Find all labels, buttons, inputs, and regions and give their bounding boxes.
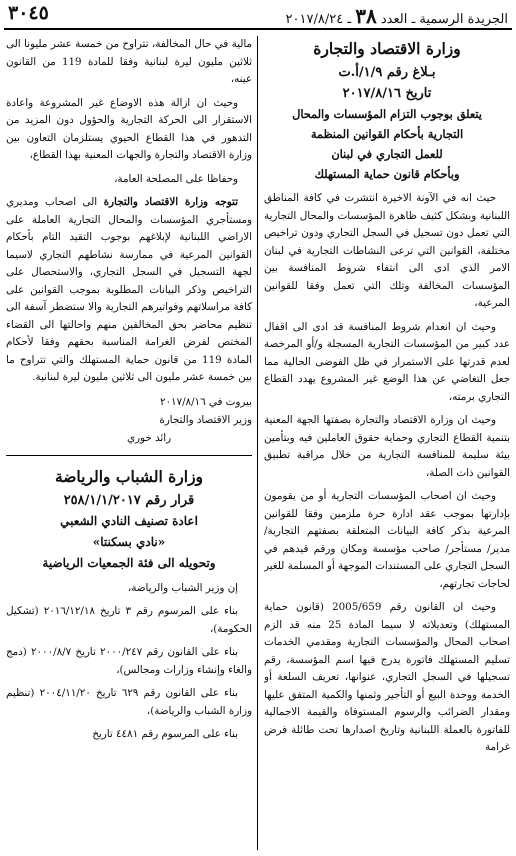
body-paragraph: وحيث ان ازالة هذه الاوضاع غير المشروعة واعادة الاستقرار الى الحركة التجارية والحؤول دون المزيد من التدهور في هذا القطاع الحيوي يستلزمان التعاون بين وزارة الاقتصاد والتجارة والجهات المعنية بهذا القطاع،	[6, 96, 252, 161]
notice-date: تاريخ ٢٠١٧/٨/١٦	[342, 86, 432, 101]
decision-subject-line: وتحويله الى فئة الجمعيات الرياضية	[42, 555, 216, 570]
notice-number: بـلاغ رقم ١/٩/أ.ت	[338, 65, 436, 80]
body-paragraph: وحيث ان انعدام شروط المنافسة قد ادى الى اقفال عدد كبير من المؤسسات التجارية المسجلة و/أو المرخصة لعدم قدرتها على الاستمرار في ظل الفوضى الحالية مما جعل التغاضي عن هذا الوضع غير المشروع يهدد القطاع التجاري برمته،	[264, 320, 510, 403]
page-number: ٣٠٤٥	[8, 2, 49, 24]
body-paragraph: وحفاظا على المصلحة العامة،	[114, 172, 238, 185]
section-divider	[6, 455, 252, 456]
directive-paragraph	[6, 194, 252, 387]
ministry-title: وزارة الشباب والرياضة	[54, 466, 204, 486]
directive-lead: تتوجه وزارة الاقتصاد والتجارة	[103, 196, 239, 208]
issue-date: ٢٠١٧/٨/٢٤	[285, 12, 344, 27]
ministry-title: وزارة الاقتصاد والتجارة	[313, 39, 461, 58]
page-header	[0, 0, 516, 30]
notice-subject-line: للعمل التجاري في لبنان	[331, 147, 443, 161]
publication-line: الجريدة الرسمية ـ العدد ٣٨ ـ ٢٠١٧/٨/٢٤	[285, 4, 508, 28]
body-paragraph: وحيث ان وزارة الاقتصاد والتجارة بصفتها الجهة المعنية بتنمية القطاع التجاري وحماية حقوق العاملين فيه وبتأمين بيئة سليمة للمنافسة التجارية من خلال مراقبة تطبيق القوانين ذات الصلة،	[264, 414, 510, 479]
left-column	[6, 36, 252, 852]
decision-subject-line: اعادة تصنيف النادي الشعبي	[60, 513, 198, 528]
legal-basis: بناء على القانون رقم ٦٢٩ تاريخ ٢٠٠٤/١١/٢٠ (تنظيم وزارة الشباب والرياضة)،	[6, 687, 252, 717]
notice-subject-line: يتعلق بوجوب التزام المؤسسات والمحال	[292, 107, 482, 121]
decision-intro: إن وزير الشباب والرياضة،	[127, 581, 238, 594]
notice-subject-line: وبأحكام قانون حماية المستهلك	[314, 167, 460, 181]
body-paragraph: وحيث ان القانون رقم 2005/659 (قانون حماية المستهلك) وتعديلاته لا سيما المادة 25 منه قد الزم اصحاب المحال والمؤسسات التجارية ومقدمي الخدمات تسليم المستهلك فاتورة يدرج فيها اسم المؤسسة، رقم تسجيلها في السجل التجاري، عنوانها، تعريف السلعة أو الخدمة ووحدة البيع أو التأجير وثمنها والكمية المتفق عليها ومقدار الضرائب والرسوم المستوفاة والقيمة الاجمالية للفاتورة بالعملة اللبنانية وتاريخ اصدارها تحت طائلة فرض غرامة	[264, 601, 510, 753]
decision-subject-line: «نادي بسكنتا»	[92, 534, 166, 549]
notice-subject-line: التجارية بأحكام القوانين المنظمة	[310, 127, 464, 141]
legal-basis: بناء على المرسوم رقم ٣ تاريخ ٢٠١٦/١٢/١٨ (تشكيل الحكومة)،	[6, 605, 252, 635]
column-divider	[257, 36, 258, 850]
header-rule	[4, 28, 512, 30]
right-column	[264, 36, 510, 852]
legal-basis: بناء على المرسوم رقم ٤٤٨١ تاريخ	[92, 728, 238, 740]
signature-title: وزير الاقتصاد والتجارة	[159, 413, 252, 426]
publication-name: الجريدة الرسمية ـ العدد	[380, 12, 508, 27]
legal-basis: بناء على القانون رقم ٢٠٠٠/٢٤٧ تاريخ ٢٠٠٠/٨/٧ (دمج والغاء وإنشاء وزارات ومجالس)،	[6, 646, 252, 676]
continued-paragraph: مالية في حال المخالفة، تتراوح من خمسة عشر مليونا الى ثلاثين مليون ليرة لبنانية وفقا للمادة 119 من القانون عينه،	[6, 38, 252, 85]
signature-place-date: بيروت في ٢٠١٧/٨/١٦	[159, 395, 252, 408]
signature-name: رائد خوري	[126, 431, 172, 444]
issue-number: ٣٨	[355, 4, 377, 28]
body-paragraph: حيث انه في الآونة الاخيرة انتشرت في كافة المناطق اللبنانية وبشكل كثيف ظاهرة المؤسسات والمحال التجارية التي تعمل دون تسجيل في السجل التجاري ودون تراخيص مختلفة، القوانين التي ترعى النشاطات التجارية في لبنان الامر الذي ادى الى انتفاء شروط المنافسة بين المؤسسات المخالفة وتلك التي تعمل وفقا للقوانين المرعية،	[264, 192, 510, 309]
decision-number: قرار رقم ٢٥٨/١/١/٢٠١٧	[63, 492, 195, 508]
body-paragraph: وحيث ان اصحاب المؤسسات التجارية أو من يقومون بإدارتها بموجب عقد ادارة حرة ملزمين وفقا للقوانين المرعية بذكر كافة البيانات المتعلقة بصفتهم التجارية/ مدير/ مستأجر/ صاحب مؤسسة ومكان ورقم قيدهم في السجل التجاري على المستندات الموجهة أو المسلمة للغير لحاجات تجارتهم،	[264, 490, 510, 590]
directive-text: الى اصحاب ومديري ومستأجري المؤسسات والمحال التجارية العاملة على الاراضي اللبنانية لإبلاغهم بوجوب التقيد التام بأحكام القوانين المرعية في ممارسة نشاطهم التجاري لاسيما لجهة التسجيل في السجل التجاري، والاستحصال على التراخيص وذكر البيانات المطلوبة بموجب القوانين على كافة مراسلاتهم وفواتيرهم التجارية والا ستضطر آسفة الى تنظيم محاضر بحق المخالفين منهم واحالتها الى القضاء المختص لفرض الغرامة المناسبة بحقهم وفقا لأحكام المادة 119 من قانون حماية المستهلك والتي تتراوح ما بين خمسة عشر مليون الى ثلاثين مليون ليرة لبنانية.	[6, 196, 252, 383]
